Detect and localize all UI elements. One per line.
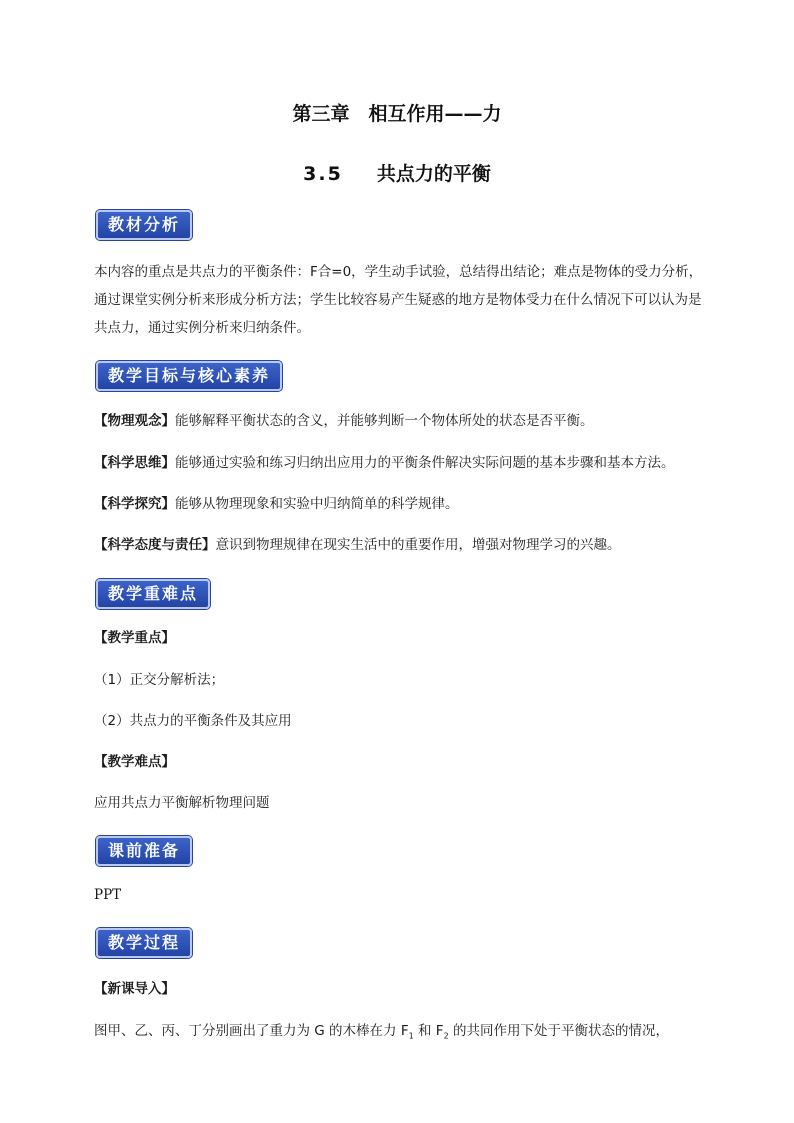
objective-label: 【物理观念】 [94, 413, 175, 429]
section-badge-teaching-process: 教学过程 [96, 928, 192, 958]
subscript: 2 [443, 1031, 449, 1041]
objective-label: 【科学思维】 [94, 455, 175, 471]
preparation-text: PPT [94, 887, 122, 903]
difficult-point-item: 应用共点力平衡解析物理问题 [94, 795, 270, 811]
section-name: 共点力的平衡 [376, 163, 491, 185]
intro-text-part: 和 F [413, 1023, 444, 1039]
material-analysis-text: 本内容的重点是共点力的平衡条件：F合=0，学生动手试验，总结得出结论；难点是物体的受力分析，通过课堂实例分析来形成分析方法；学生比较容易产生疑惑的地方是物体受力在什么情况下可以认为是共点力，通过实例分析来归纳条件。 [94, 264, 703, 336]
new-lesson-intro-text [94, 1021, 669, 1047]
section-title [0, 159, 794, 186]
section-number: 3.5 [303, 163, 343, 185]
objective-item [94, 411, 594, 431]
objective-item [94, 453, 675, 473]
objective-text: 意识到物理规律在现实生活中的重要作用，增强对物理学习的兴趣。 [215, 537, 621, 553]
key-point-item: （1）正交分解析法； [94, 672, 225, 688]
chapter-title: 第三章 相互作用——力 [292, 103, 502, 125]
section-badge-material-analysis: 教材分析 [96, 210, 192, 240]
section-badge-preparation: 课前准备 [96, 836, 192, 866]
key-point-item: （2）共点力的平衡条件及其应用 [94, 713, 292, 729]
objective-item [94, 494, 459, 514]
new-lesson-intro-label: 【新课导入】 [94, 981, 175, 997]
objective-label: 【科学探究】 [94, 496, 175, 512]
intro-text-part: 的共同作用下处于平衡状态的情况， [448, 1023, 669, 1039]
objective-text: 能够通过实验和练习归纳出应用力的平衡条件解决实际问题的基本步骤和基本方法。 [175, 455, 675, 471]
subscript: 1 [408, 1031, 414, 1041]
objective-label: 【科学态度与责任】 [94, 537, 216, 553]
objective-item [94, 535, 621, 555]
objective-text: 能够解释平衡状态的含义，并能够判断一个物体所处的状态是否平衡。 [175, 413, 594, 429]
intro-text-part: 图甲、乙、丙、丁分别画出了重力为 G 的木棒在力 F [94, 1023, 409, 1039]
key-points-label: 【教学重点】 [94, 630, 175, 646]
section-badge-objectives: 教学目标与核心素养 [96, 361, 282, 391]
section-badge-key-difficult: 教学重难点 [96, 579, 210, 609]
difficult-points-label: 【教学难点】 [94, 754, 175, 770]
objective-text: 能够从物理现象和实验中归纳简单的科学规律。 [175, 496, 459, 512]
